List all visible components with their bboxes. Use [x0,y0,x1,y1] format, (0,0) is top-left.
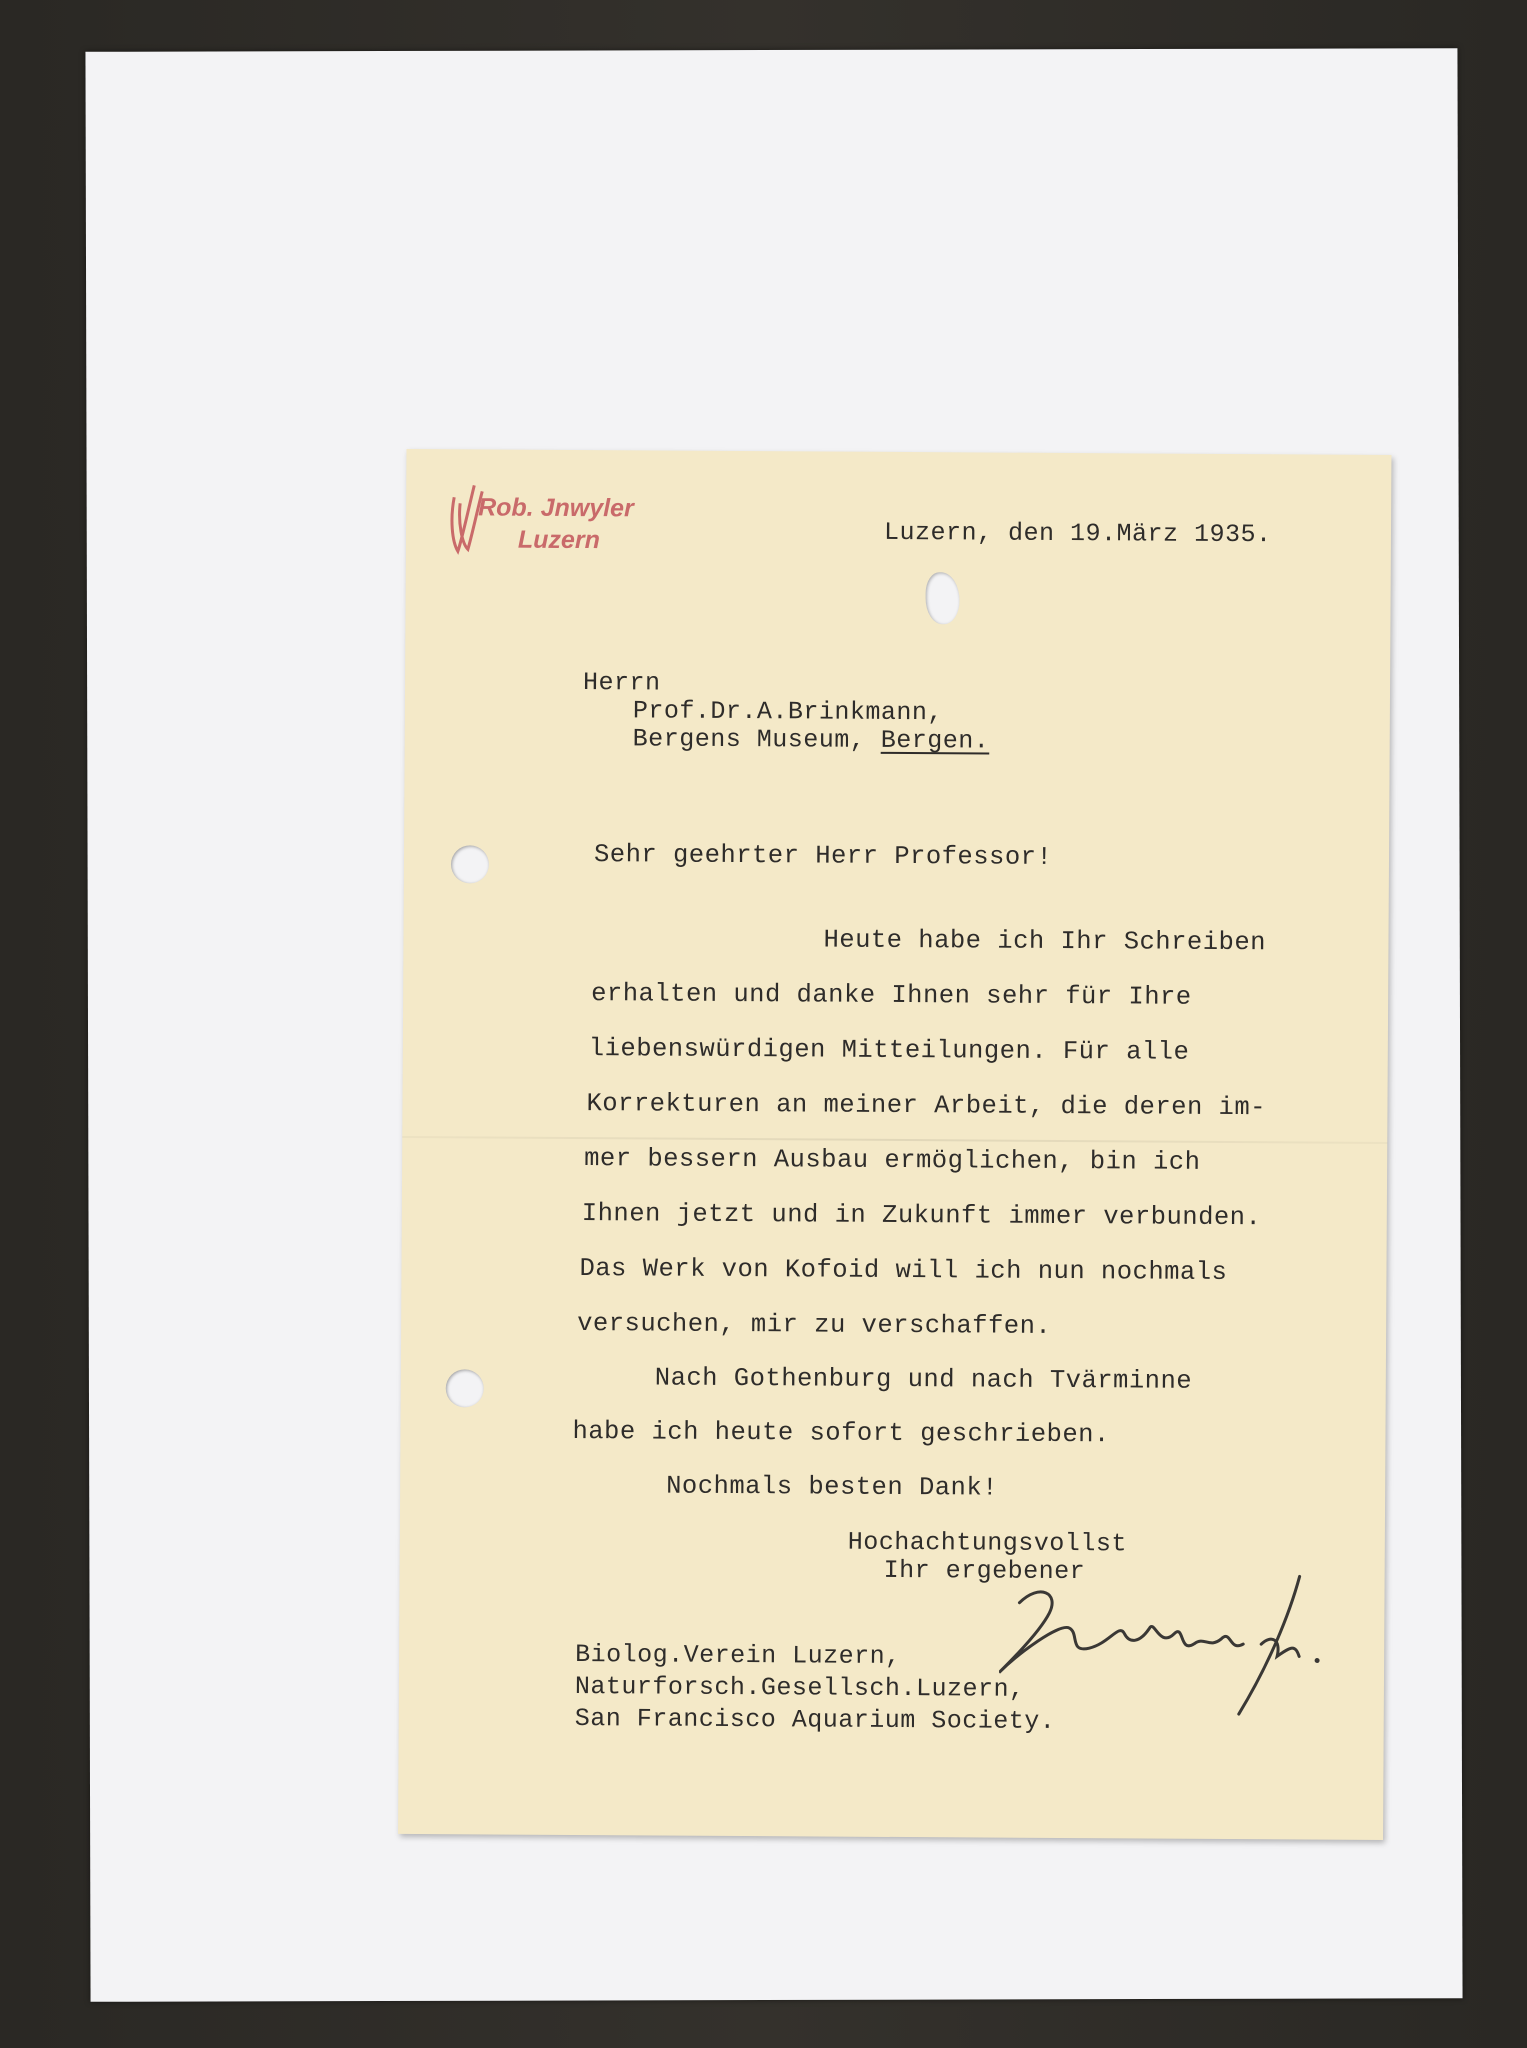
body-line-6: Ihnen jetzt und in Zukunft immer verbunden. [581,1199,1262,1233]
recipient-city: Bergen. [880,725,990,756]
body-line-9: Nach Gothenburg und nach Tvärminne [654,1363,1193,1396]
letterhead-name: Rob. Jnwyler [478,493,634,523]
affiliation-3: San Francisco Aquarium Society. [574,1704,1056,1736]
closing-line-1: Hochachtungsvollst [847,1527,1127,1559]
greeting: Sehr geehrter Herr Professor! [593,840,1053,872]
signature [999,1573,1340,1725]
body-line-3: liebenswürdigen Mitteilungen. Für alle [588,1034,1190,1067]
body-line-7: Das Werk von Kofoid will ich nun nochmals [579,1254,1228,1287]
recipient-address [633,724,990,755]
letterhead-city: Luzern [517,525,600,555]
body-line-8: versuchen, mir zu verschaffen. [577,1309,1052,1341]
affiliation-2: Naturforsch.Gesellsch.Luzern, [574,1672,1025,1704]
body-line-10: habe ich heute sofort geschrieben. [572,1416,1110,1450]
recipient-institution: Bergens Museum, [632,724,866,755]
mounting-sheet [85,48,1462,2002]
punch-hole-top [451,845,489,883]
body-line-11: Nochmals besten Dank! [666,1471,999,1503]
affiliation-1: Biolog.Verein Luzern, [575,1640,901,1672]
closing-line-2: Ihr ergebener [883,1555,1086,1587]
punch-hole-bottom [446,1369,484,1407]
body-line-5: mer bessern Ausbau ermöglichen, bin ich [584,1144,1201,1177]
body-line-1: Heute habe ich Ihr Schreiben [823,925,1267,958]
body-line-2: erhalten und danke Ihnen sehr für Ihre [591,979,1192,1012]
date-line: Luzern, den 19.März 1935. [883,517,1272,550]
letter-sheet [398,449,1391,1840]
fold-crease [402,1136,1387,1144]
recipient-name: Prof.Dr.A.Brinkmann, [632,696,944,728]
body-line-4: Korrekturen an meiner Arbeit, die deren im- [586,1089,1267,1123]
recipient-title: Herrn [582,668,661,698]
paper-tear [925,572,959,624]
